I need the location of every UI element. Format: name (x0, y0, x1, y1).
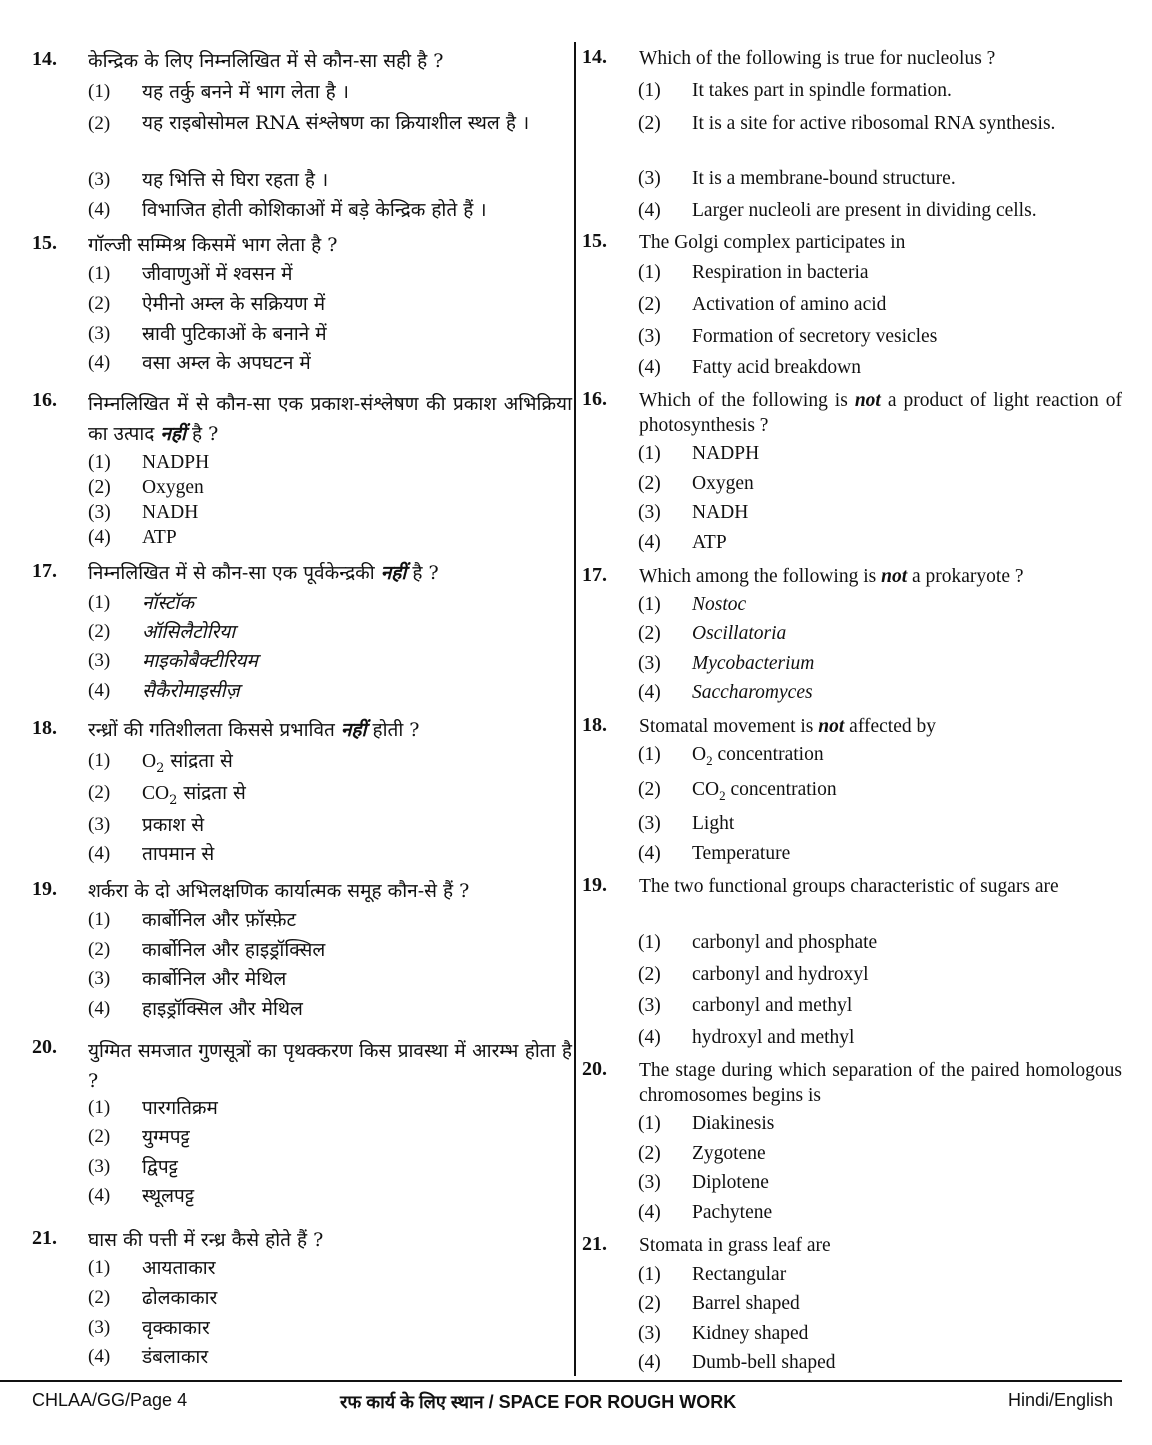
option[interactable] (638, 293, 1122, 317)
option[interactable] (638, 1026, 1122, 1050)
option-text: NADH (692, 502, 749, 523)
option-number: (1) (88, 81, 111, 102)
option-number: (3) (638, 813, 661, 834)
formula: CO (142, 783, 170, 804)
option[interactable] (88, 109, 572, 138)
option-text: Mycobacterium (692, 653, 815, 674)
option[interactable] (638, 743, 1122, 773)
option[interactable] (88, 1184, 572, 1208)
option-number: (2) (88, 782, 111, 803)
question-text (88, 717, 572, 743)
option-text: ऑसिलैटोरिया (142, 621, 236, 643)
option[interactable] (638, 994, 1122, 1018)
option-text: Dumb-bell shaped (692, 1352, 836, 1373)
option-suffix: सांद्रता से (177, 782, 246, 804)
option-number: (2) (638, 294, 661, 315)
question-text-part: है ? (191, 423, 219, 445)
option-text: Barrel shaped (692, 1293, 800, 1314)
option-text: Temperature (692, 843, 791, 864)
option-text: यह भित्ति से घिरा रहता है । (142, 169, 329, 191)
option[interactable] (638, 79, 1122, 103)
question-15-hindi (32, 232, 572, 374)
question-text: युग्मित समजात गुणसूत्रों का पृथक्करण किस प्रावस्था में आरम्भ होता है ? (88, 1040, 572, 1092)
option-text: पारगतिक्रम (142, 1097, 218, 1119)
question-emphasis: not (818, 716, 845, 737)
question-text: The stage during which separation of the paired homologous chromosomes begins is (639, 1060, 1122, 1106)
option-text: Rectangular (692, 1264, 787, 1285)
option-text (692, 743, 1122, 773)
option[interactable] (638, 622, 1122, 646)
option[interactable] (638, 1201, 1122, 1225)
option[interactable] (88, 80, 572, 104)
option-number: (1) (88, 263, 111, 284)
option-text: Diplotene (692, 1172, 769, 1193)
option-number: (3) (638, 502, 661, 523)
option-text: वसा अम्ल के अपघटन में (142, 352, 311, 374)
option-number: (4) (638, 1202, 661, 1223)
option[interactable] (88, 451, 572, 475)
option-text: It is a membrane-bound structure. (692, 168, 956, 189)
option[interactable] (88, 749, 572, 781)
option-number: (3) (88, 814, 111, 835)
question-number: 14. (582, 46, 607, 68)
question-text-part: Stomatal movement is (639, 716, 814, 737)
option-number: (4) (88, 352, 111, 373)
option-text (142, 781, 572, 813)
option-text: Light (692, 813, 735, 834)
option-text: It is a site for active ribosomal RNA synthesis. (692, 113, 1056, 134)
option-number: (4) (638, 1352, 661, 1373)
question-16-english (582, 388, 1122, 553)
option-number: (1) (638, 744, 661, 765)
option[interactable] (638, 1142, 1122, 1166)
question-emphasis: not (854, 390, 881, 411)
option-suffix: concentration (725, 779, 837, 800)
question-number: 19. (582, 874, 607, 896)
question-text (639, 564, 1122, 589)
option-number: (3) (88, 1156, 111, 1177)
option-number: (1) (88, 1097, 111, 1118)
option-number: (3) (638, 1172, 661, 1193)
option[interactable] (88, 781, 572, 813)
option-text: स्थूलपट्ट (142, 1185, 195, 1207)
option-number: (4) (638, 200, 661, 221)
option-number: (1) (638, 594, 661, 615)
subscript: 2 (719, 787, 726, 803)
option-number: (1) (638, 262, 661, 283)
option-text: जीवाणुओं में श्वसन में (142, 263, 293, 285)
option-number: (2) (638, 779, 661, 800)
option-number: (2) (88, 939, 111, 960)
option[interactable] (88, 679, 572, 703)
question-text-part: होती ? (372, 719, 420, 741)
option-text: carbonyl and hydroxyl (692, 964, 869, 985)
option[interactable] (638, 199, 1122, 223)
option-text: डंबलाकार (142, 1346, 209, 1368)
option-text: कार्बोनिल और फ़ॉस्फ़ेट (142, 909, 297, 931)
option[interactable] (638, 1351, 1122, 1375)
question-text: Which of the following is true for nucleolus ? (639, 48, 996, 69)
option-number: (1) (638, 1264, 661, 1285)
question-text-part: है ? (412, 562, 439, 584)
option[interactable] (88, 1125, 572, 1149)
option-text: NADH (142, 502, 199, 523)
question-number: 19. (32, 878, 57, 900)
option[interactable] (88, 168, 572, 192)
option-text: Respiration in bacteria (692, 262, 869, 283)
option-text: कार्बोनिल और हाइड्रॉक्सिल (142, 939, 326, 961)
question-number: 15. (582, 230, 607, 252)
question-text (639, 388, 1122, 438)
option[interactable] (638, 167, 1122, 191)
option[interactable] (638, 963, 1122, 987)
option-text: Oxygen (692, 473, 754, 494)
option[interactable] (638, 472, 1122, 496)
option[interactable] (638, 442, 1122, 466)
option-number: (2) (638, 1293, 661, 1314)
question-text: Stomata in grass leaf are (639, 1235, 831, 1256)
option[interactable] (88, 591, 572, 615)
option-suffix: सांद्रता से (164, 750, 233, 772)
question-text-part: निम्नलिखित में से कौन-सा एक प्रकाश-संश्लेषण की प्रकाश अभिक्रिया का उत्पाद (88, 393, 572, 445)
option[interactable] (638, 812, 1122, 836)
option[interactable] (88, 1316, 572, 1340)
option[interactable] (88, 198, 572, 222)
option[interactable] (638, 1263, 1122, 1287)
option[interactable] (638, 1322, 1122, 1346)
option-text: नॉस्टॉक (142, 592, 194, 614)
option-text: Oscillatoria (692, 623, 787, 644)
option[interactable] (638, 501, 1122, 525)
option-text: Saccharomyces (692, 682, 813, 703)
option-number: (3) (638, 326, 661, 347)
option-number: (4) (88, 843, 111, 864)
option-text: प्रकाश से (142, 814, 205, 836)
option-number: (1) (638, 932, 661, 953)
option-text: Zygotene (692, 1143, 766, 1164)
option-number: (4) (638, 532, 661, 553)
page-code: CHLAA/GG/Page 4 (32, 1390, 188, 1410)
formula: O (692, 744, 707, 765)
option-number: (1) (88, 592, 111, 613)
option-number: (4) (88, 1185, 111, 1206)
option[interactable] (88, 842, 572, 866)
question-text-part: affected by (849, 716, 936, 737)
option-number: (2) (88, 113, 111, 134)
question-text-part: a product of light reaction of photosynthesis ? (639, 390, 1122, 436)
option-text: वृक्काकार (142, 1317, 210, 1339)
option[interactable] (638, 325, 1122, 349)
question-text-part: रन्ध्रों की गतिशीलता किससे प्रभावित (88, 719, 335, 741)
option-text: विभाजित होती कोशिकाओं में बड़े केन्द्रिक होते हैं । (142, 199, 487, 221)
option-number: (1) (88, 1257, 111, 1278)
option-number: (1) (638, 80, 661, 101)
option-text: द्विपट्ट (142, 1156, 178, 1178)
question-15-english (582, 230, 1122, 378)
option-number: (4) (638, 843, 661, 864)
option[interactable] (88, 262, 572, 286)
option-text: carbonyl and methyl (692, 995, 853, 1016)
option[interactable] (88, 1155, 572, 1179)
option-text: युग्मपट्ट (142, 1126, 190, 1148)
option-number: (4) (88, 199, 111, 220)
option-text: Diakinesis (692, 1113, 775, 1134)
option[interactable] (88, 292, 572, 316)
option[interactable] (638, 356, 1122, 380)
option[interactable] (638, 531, 1122, 555)
question-19-hindi (32, 878, 572, 1020)
question-17-english (582, 564, 1122, 703)
formula: O (142, 751, 157, 772)
question-number: 17. (32, 560, 57, 582)
footer-rule (0, 1380, 1122, 1382)
option-number: (2) (638, 1143, 661, 1164)
option[interactable] (638, 1112, 1122, 1136)
option[interactable] (638, 1171, 1122, 1195)
option-number: (2) (638, 113, 661, 134)
question-number: 16. (582, 388, 607, 410)
question-21-english (582, 1233, 1122, 1373)
option[interactable] (88, 908, 572, 932)
option-text: यह राइबोसोमल RNA संश्लेषण का क्रियाशील स्थल है । (142, 112, 530, 134)
option-text: NADPH (692, 443, 760, 464)
option[interactable] (88, 322, 572, 346)
option-text: ढोलकाकार (142, 1287, 218, 1309)
option-text: Oxygen (142, 477, 204, 498)
question-text (88, 560, 572, 586)
question-number: 21. (32, 1227, 57, 1249)
question-16-hindi (32, 389, 572, 548)
option-number: (2) (638, 473, 661, 494)
question-17-hindi (32, 560, 572, 702)
question-18-english (582, 714, 1122, 864)
option-text: आयताकार (142, 1257, 216, 1279)
question-14-hindi (32, 48, 572, 221)
option-text: Fatty acid breakdown (692, 357, 861, 378)
question-number: 20. (32, 1036, 57, 1058)
question-text (88, 389, 572, 449)
option-text: माइकोबैक्टीरियम (142, 650, 258, 672)
option[interactable] (638, 842, 1122, 866)
option[interactable] (638, 778, 1122, 808)
option[interactable] (88, 1256, 572, 1280)
option-text (692, 778, 1122, 808)
question-text-part: Which of the following is (639, 390, 848, 411)
option[interactable] (88, 649, 572, 673)
option-text: NADPH (142, 452, 210, 473)
option[interactable] (638, 931, 1122, 955)
option-number: (3) (88, 502, 111, 523)
option-text (142, 749, 572, 781)
question-emphasis: not (881, 566, 908, 587)
column-divider (574, 42, 576, 1376)
option-text: ATP (142, 527, 177, 548)
option-number: (2) (88, 621, 111, 642)
question-number: 20. (582, 1058, 607, 1080)
option-number: (2) (88, 1126, 111, 1147)
subscript: 2 (156, 760, 165, 776)
question-18-hindi (32, 717, 572, 865)
option[interactable] (88, 997, 572, 1021)
option-number: (4) (88, 998, 111, 1019)
option-suffix: concentration (712, 744, 824, 765)
option[interactable] (88, 526, 572, 550)
question-text (639, 714, 1122, 739)
option-number: (4) (638, 682, 661, 703)
option-text: carbonyl and phosphate (692, 932, 878, 953)
option[interactable] (638, 652, 1122, 676)
option-text: hydroxyl and methyl (692, 1027, 855, 1048)
option[interactable] (88, 351, 572, 375)
option[interactable] (88, 967, 572, 991)
option[interactable] (88, 1096, 572, 1120)
option-number: (4) (88, 1346, 111, 1367)
question-emphasis: नहीं (340, 719, 367, 741)
option-text: Larger nucleoli are present in dividing cells. (692, 200, 1037, 221)
option[interactable] (88, 813, 572, 837)
option-text: Nostoc (692, 594, 747, 615)
option-number: (4) (88, 527, 111, 548)
option-number: (3) (88, 650, 111, 671)
option-number: (1) (88, 909, 111, 930)
option-number: (1) (638, 1113, 661, 1134)
question-text: घास की पत्ती में रन्ध्र कैसे होते हैं ? (88, 1229, 324, 1251)
option-number: (1) (88, 750, 111, 771)
option-number: (3) (88, 323, 111, 344)
option[interactable] (88, 501, 572, 525)
question-number: 17. (582, 564, 607, 586)
option[interactable] (638, 681, 1122, 705)
option-text: Kidney shaped (692, 1323, 809, 1344)
option-number: (3) (638, 995, 661, 1016)
option-text: ATP (692, 532, 727, 553)
option[interactable] (88, 1286, 572, 1310)
option-text: हाइड्रॉक्सिल और मेथिल (142, 998, 303, 1020)
option-number: (4) (638, 357, 661, 378)
option-number: (2) (88, 477, 111, 498)
option[interactable] (88, 620, 572, 644)
option-text: तापमान से (142, 843, 215, 865)
option-number: (3) (638, 1323, 661, 1344)
option[interactable] (638, 1292, 1122, 1316)
question-text: The two functional groups characteristic of sugars are (639, 876, 1059, 897)
option-text: Activation of amino acid (692, 294, 887, 315)
subscript: 2 (169, 792, 178, 808)
question-number: 18. (32, 717, 57, 739)
option[interactable] (88, 476, 572, 500)
question-text: केन्द्रिक के लिए निम्नलिखित में से कौन-सा सही है ? (88, 50, 444, 72)
option-text: स्रावी पुटिकाओं के बनाने में (142, 323, 327, 345)
option-number: (4) (88, 680, 111, 701)
question-21-hindi (32, 1227, 572, 1368)
question-number: 18. (582, 714, 607, 736)
formula: CO (692, 779, 720, 800)
question-20-english (582, 1058, 1122, 1223)
subscript: 2 (706, 752, 713, 768)
question-number: 15. (32, 232, 57, 254)
question-text-part: निम्नलिखित में से कौन-सा एक पूर्वकेन्द्रकी (88, 562, 375, 584)
option-number: (3) (638, 653, 661, 674)
option[interactable] (88, 938, 572, 962)
question-number: 16. (32, 389, 57, 411)
question-number: 21. (582, 1233, 607, 1255)
option-number: (4) (638, 1027, 661, 1048)
option-text: ऐमीनो अम्ल के सक्रियण में (142, 293, 326, 315)
option-number: (3) (638, 168, 661, 189)
option[interactable] (638, 593, 1122, 617)
rough-work-label: रफ कार्य के लिए स्थान / SPACE FOR ROUGH WORK (340, 1392, 737, 1412)
option[interactable] (88, 1345, 572, 1369)
option[interactable] (638, 111, 1122, 136)
question-14-english (582, 46, 1122, 221)
option-text: Pachytene (692, 1202, 773, 1223)
question-text-part: a prokaryote ? (911, 566, 1024, 587)
option-text: यह तर्कु बनने में भाग लेता है । (142, 81, 350, 103)
option-number: (3) (88, 169, 111, 190)
option-number: (3) (88, 968, 111, 989)
option-number: (2) (88, 1287, 111, 1308)
option-number: (3) (88, 1317, 111, 1338)
option-text: कार्बोनिल और मेथिल (142, 968, 287, 990)
question-text: The Golgi complex participates in (639, 232, 906, 253)
option-number: (1) (638, 443, 661, 464)
question-text: गॉल्जी सम्मिश्र किसमें भाग लेता है ? (88, 234, 338, 256)
option-text: It takes part in spindle formation. (692, 80, 952, 101)
option-number: (2) (638, 623, 661, 644)
question-19-english (582, 874, 1122, 1048)
option-text: सैकैरोमाइसीज़ (142, 680, 240, 702)
question-text: शर्करा के दो अभिलक्षणिक कार्यात्मक समूह कौन-से हैं ? (88, 880, 470, 902)
question-20-hindi (32, 1036, 572, 1207)
question-number: 14. (32, 48, 57, 70)
option-number: (2) (638, 964, 661, 985)
language-label: Hindi/English (1008, 1390, 1114, 1410)
question-emphasis: नहीं (380, 562, 407, 584)
question-emphasis: नहीं (160, 423, 186, 445)
option[interactable] (638, 261, 1122, 285)
option-number: (2) (88, 293, 111, 314)
option-text: Formation of secretory vesicles (692, 326, 938, 347)
option-number: (1) (88, 452, 111, 473)
question-text-part: Which among the following is (639, 566, 877, 587)
